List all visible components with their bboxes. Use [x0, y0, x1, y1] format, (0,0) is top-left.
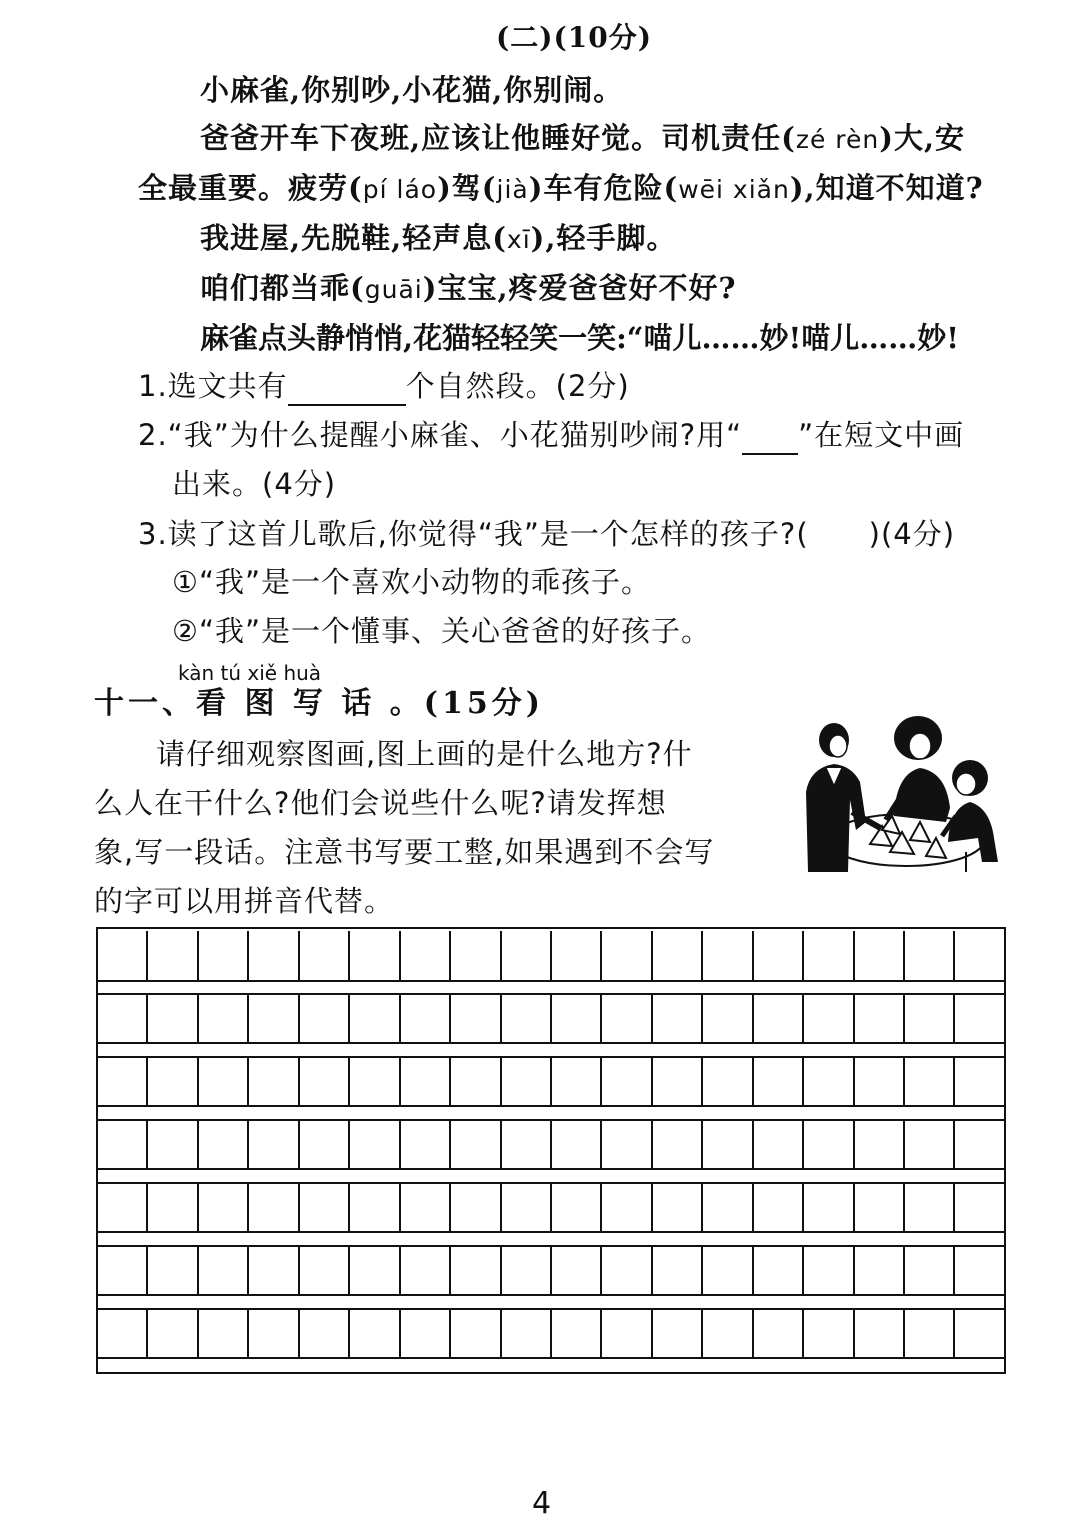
passage-line-1: 小麻雀,你别吵,小花猫,你别闹。: [200, 73, 624, 107]
grid-cell[interactable]: [804, 1058, 854, 1105]
grid-cell[interactable]: [804, 995, 854, 1042]
grid-cell[interactable]: [502, 1247, 552, 1294]
grid-cell[interactable]: [249, 931, 299, 980]
grid-cell[interactable]: [754, 1184, 804, 1231]
prompt-line-2: 么人在干什么?他们会说些什么呢?请发挥想: [94, 786, 667, 820]
passage-text: )宝宝,疼爱爸爸好不好?: [422, 271, 737, 305]
grid-cell[interactable]: [602, 1121, 652, 1168]
grid-cell[interactable]: [602, 1310, 652, 1357]
grid-cell[interactable]: [300, 1058, 350, 1105]
answer-blank-q1[interactable]: [288, 374, 406, 406]
grid-cell[interactable]: [148, 931, 198, 980]
prompt-line-3: 象,写一段话。注意书写要工整,如果遇到不会写: [94, 835, 715, 869]
grid-cell[interactable]: [502, 1121, 552, 1168]
grid-cell[interactable]: [148, 1121, 198, 1168]
grid-cell[interactable]: [199, 1121, 249, 1168]
grid-cell[interactable]: [653, 1121, 703, 1168]
grid-cell[interactable]: [602, 1247, 652, 1294]
grid-cell[interactable]: [905, 1247, 955, 1294]
grid-cell[interactable]: [199, 995, 249, 1042]
grid-cell[interactable]: [703, 995, 753, 1042]
option-1[interactable]: ①“我”是一个喜欢小动物的乖孩子。: [172, 565, 652, 599]
grid-cell[interactable]: [249, 1058, 299, 1105]
grid-cell[interactable]: [401, 995, 451, 1042]
grid-cell[interactable]: [199, 1247, 249, 1294]
family-making-zongzi-illustration: [786, 712, 1008, 872]
grid-cell[interactable]: [703, 931, 753, 980]
section-title: 十一、看 图 写 话 。(15分): [94, 686, 544, 721]
grid-cell[interactable]: [602, 995, 652, 1042]
grid-cell[interactable]: [502, 1310, 552, 1357]
grid-cell[interactable]: [653, 1184, 703, 1231]
grid-cell[interactable]: [855, 1058, 905, 1105]
passage-line-4: [200, 218, 677, 260]
passage-line-3: [138, 168, 984, 210]
question-1: [138, 366, 630, 406]
question-2-cont: 出来。(4分): [172, 467, 337, 501]
section-title-pinyin: kàn tú xiě huà: [178, 661, 322, 685]
grid-cell[interactable]: [300, 1310, 350, 1357]
grid-cell[interactable]: [552, 1247, 602, 1294]
grid-cell[interactable]: [602, 931, 652, 980]
pinyin-guai: guāi: [364, 275, 423, 304]
grid-cell[interactable]: [300, 931, 350, 980]
grid-cell[interactable]: [98, 1184, 148, 1231]
passage-line-6: 麻雀点头静悄悄,花猫轻轻笑一笑:“喵儿……妙!喵儿……妙!: [200, 321, 959, 355]
passage-line-2: [200, 118, 965, 160]
passage-text: )车有危险(: [528, 171, 679, 205]
grid-cell[interactable]: [199, 1184, 249, 1231]
page-number: 4: [532, 1486, 552, 1521]
grid-cell[interactable]: [955, 995, 1003, 1042]
grid-cell[interactable]: [905, 1310, 955, 1357]
grid-cell[interactable]: [552, 1310, 602, 1357]
grid-cell[interactable]: [552, 995, 602, 1042]
writing-grid: [96, 927, 1006, 1374]
grid-row[interactable]: [98, 1182, 1004, 1233]
grid-cell[interactable]: [148, 995, 198, 1042]
grid-cell[interactable]: [855, 1184, 905, 1231]
grid-cell[interactable]: [955, 1310, 1003, 1357]
passage-text: )驾(: [437, 171, 497, 205]
grid-cell[interactable]: [451, 1310, 501, 1357]
grid-cell[interactable]: [955, 1121, 1003, 1168]
grid-cell[interactable]: [754, 1247, 804, 1294]
question-text: 1.选文共有: [138, 369, 288, 403]
passage-text: ),知道不知道?: [789, 171, 984, 205]
grid-cell[interactable]: [401, 1247, 451, 1294]
grid-cell[interactable]: [855, 1121, 905, 1168]
grid-cell[interactable]: [754, 931, 804, 980]
grid-cell[interactable]: [98, 995, 148, 1042]
grid-row[interactable]: [98, 1056, 1004, 1107]
grid-cell[interactable]: [451, 995, 501, 1042]
grid-cell[interactable]: [754, 995, 804, 1042]
pinyin-xi: xī: [506, 225, 531, 254]
grid-cell[interactable]: [98, 931, 148, 980]
question-text: ”在短文中画: [798, 418, 965, 452]
grid-cell[interactable]: [451, 1184, 501, 1231]
passage-text: ),轻手脚。: [530, 221, 677, 255]
grid-row[interactable]: [98, 1245, 1004, 1296]
grid-cell[interactable]: [855, 995, 905, 1042]
grid-cell[interactable]: [300, 1247, 350, 1294]
grid-cell[interactable]: [401, 1058, 451, 1105]
grid-cell[interactable]: [855, 1247, 905, 1294]
grid-cell[interactable]: [350, 931, 400, 980]
grid-cell[interactable]: [502, 1058, 552, 1105]
grid-cell[interactable]: [855, 1310, 905, 1357]
grid-cell[interactable]: [148, 1310, 198, 1357]
grid-cell[interactable]: [804, 1247, 854, 1294]
grid-cell[interactable]: [401, 931, 451, 980]
grid-cell[interactable]: [653, 995, 703, 1042]
underline-sample: [742, 423, 798, 455]
grid-cell[interactable]: [602, 1058, 652, 1105]
passage-line-5: [200, 268, 737, 310]
grid-cell[interactable]: [350, 1184, 400, 1231]
question-text: 2.“我”为什么提醒小麻雀、小花猫别吵闹?用“: [138, 418, 743, 452]
option-2[interactable]: ②“我”是一个懂事、关心爸爸的好孩子。: [172, 614, 712, 648]
prompt-line-4: 的字可以用拼音代替。: [94, 884, 395, 918]
grid-cell[interactable]: [249, 1184, 299, 1231]
grid-cell[interactable]: [653, 1310, 703, 1357]
grid-cell[interactable]: [955, 1184, 1003, 1231]
grid-cell[interactable]: [249, 995, 299, 1042]
grid-cell[interactable]: [804, 931, 854, 980]
grid-cell[interactable]: [350, 1247, 400, 1294]
passage-text: 全最重要。疲劳(: [138, 171, 363, 205]
grid-cell[interactable]: [905, 1058, 955, 1105]
grid-cell[interactable]: [653, 1058, 703, 1105]
grid-cell[interactable]: [502, 1184, 552, 1231]
grid-row[interactable]: [98, 1308, 1004, 1359]
grid-cell[interactable]: [653, 1247, 703, 1294]
grid-cell[interactable]: [602, 1184, 652, 1231]
grid-cell[interactable]: [754, 1058, 804, 1105]
grid-cell[interactable]: [249, 1121, 299, 1168]
grid-cell[interactable]: [300, 995, 350, 1042]
grid-cell[interactable]: [552, 1121, 602, 1168]
pinyin-weixian: wēi xiǎn: [678, 175, 790, 204]
grid-cell[interactable]: [804, 1184, 854, 1231]
grid-cell[interactable]: [350, 1058, 400, 1105]
grid-cell[interactable]: [703, 1310, 753, 1357]
grid-cell[interactable]: [754, 1310, 804, 1357]
part-header: (二)(10分): [496, 21, 652, 54]
question-2: [138, 415, 964, 455]
grid-cell[interactable]: [199, 1058, 249, 1105]
grid-cell[interactable]: [703, 1184, 753, 1231]
grid-cell[interactable]: [653, 931, 703, 980]
grid-cell[interactable]: [905, 931, 955, 980]
question-3: 3.读了这首儿歌后,你觉得“我”是一个怎样的孩子?( )(4分): [138, 517, 956, 551]
pinyin-jia: jià: [496, 175, 529, 204]
grid-cell[interactable]: [98, 1058, 148, 1105]
grid-cell[interactable]: [955, 931, 1003, 980]
grid-cell[interactable]: [148, 1184, 198, 1231]
grid-cell[interactable]: [905, 995, 955, 1042]
grid-cell[interactable]: [552, 1184, 602, 1231]
passage-text: 爸爸开车下夜班,应该让他睡好觉。司机责任(: [200, 121, 796, 155]
grid-cell[interactable]: [401, 1184, 451, 1231]
grid-cell[interactable]: [350, 1121, 400, 1168]
grid-cell[interactable]: [703, 1058, 753, 1105]
grid-cell[interactable]: [98, 1310, 148, 1357]
grid-cell[interactable]: [199, 931, 249, 980]
grid-cell[interactable]: [300, 1121, 350, 1168]
passage-text: )大,安: [879, 121, 966, 155]
grid-cell[interactable]: [502, 931, 552, 980]
grid-row[interactable]: [98, 1119, 1004, 1170]
grid-cell[interactable]: [552, 1058, 602, 1105]
grid-cell[interactable]: [703, 1121, 753, 1168]
grid-cell[interactable]: [451, 1058, 501, 1105]
grid-cell[interactable]: [148, 1058, 198, 1105]
grid-cell[interactable]: [502, 995, 552, 1042]
passage-text: 咱们都当乖(: [200, 271, 365, 305]
grid-cell[interactable]: [401, 1310, 451, 1357]
grid-cell[interactable]: [148, 1247, 198, 1294]
grid-cell[interactable]: [98, 1121, 148, 1168]
question-text: 个自然段。(2分): [405, 369, 630, 403]
grid-cell[interactable]: [955, 1058, 1003, 1105]
grid-row[interactable]: [98, 993, 1004, 1044]
grid-cell[interactable]: [249, 1310, 299, 1357]
grid-cell[interactable]: [905, 1184, 955, 1231]
grid-cell[interactable]: [703, 1247, 753, 1294]
grid-cell[interactable]: [804, 1121, 854, 1168]
grid-cell[interactable]: [955, 1247, 1003, 1294]
grid-cell[interactable]: [350, 1310, 400, 1357]
prompt-line-1: 请仔细观察图画,图上画的是什么地方?什: [156, 737, 693, 771]
pinyin-pilao: pí láo: [362, 175, 438, 204]
grid-cell[interactable]: [249, 1247, 299, 1294]
passage-text: 我进屋,先脱鞋,轻声息(: [200, 221, 507, 255]
grid-cell[interactable]: [401, 1121, 451, 1168]
grid-row[interactable]: [98, 931, 1004, 982]
grid-cell[interactable]: [451, 931, 501, 980]
grid-cell[interactable]: [300, 1184, 350, 1231]
grid-cell[interactable]: [855, 931, 905, 980]
grid-cell[interactable]: [804, 1310, 854, 1357]
pinyin-zeren: zé rèn: [795, 125, 880, 154]
grid-cell[interactable]: [451, 1247, 501, 1294]
grid-cell[interactable]: [754, 1121, 804, 1168]
grid-cell[interactable]: [98, 1247, 148, 1294]
grid-cell[interactable]: [552, 931, 602, 980]
grid-cell[interactable]: [451, 1121, 501, 1168]
grid-cell[interactable]: [350, 995, 400, 1042]
grid-cell[interactable]: [199, 1310, 249, 1357]
grid-cell[interactable]: [905, 1121, 955, 1168]
